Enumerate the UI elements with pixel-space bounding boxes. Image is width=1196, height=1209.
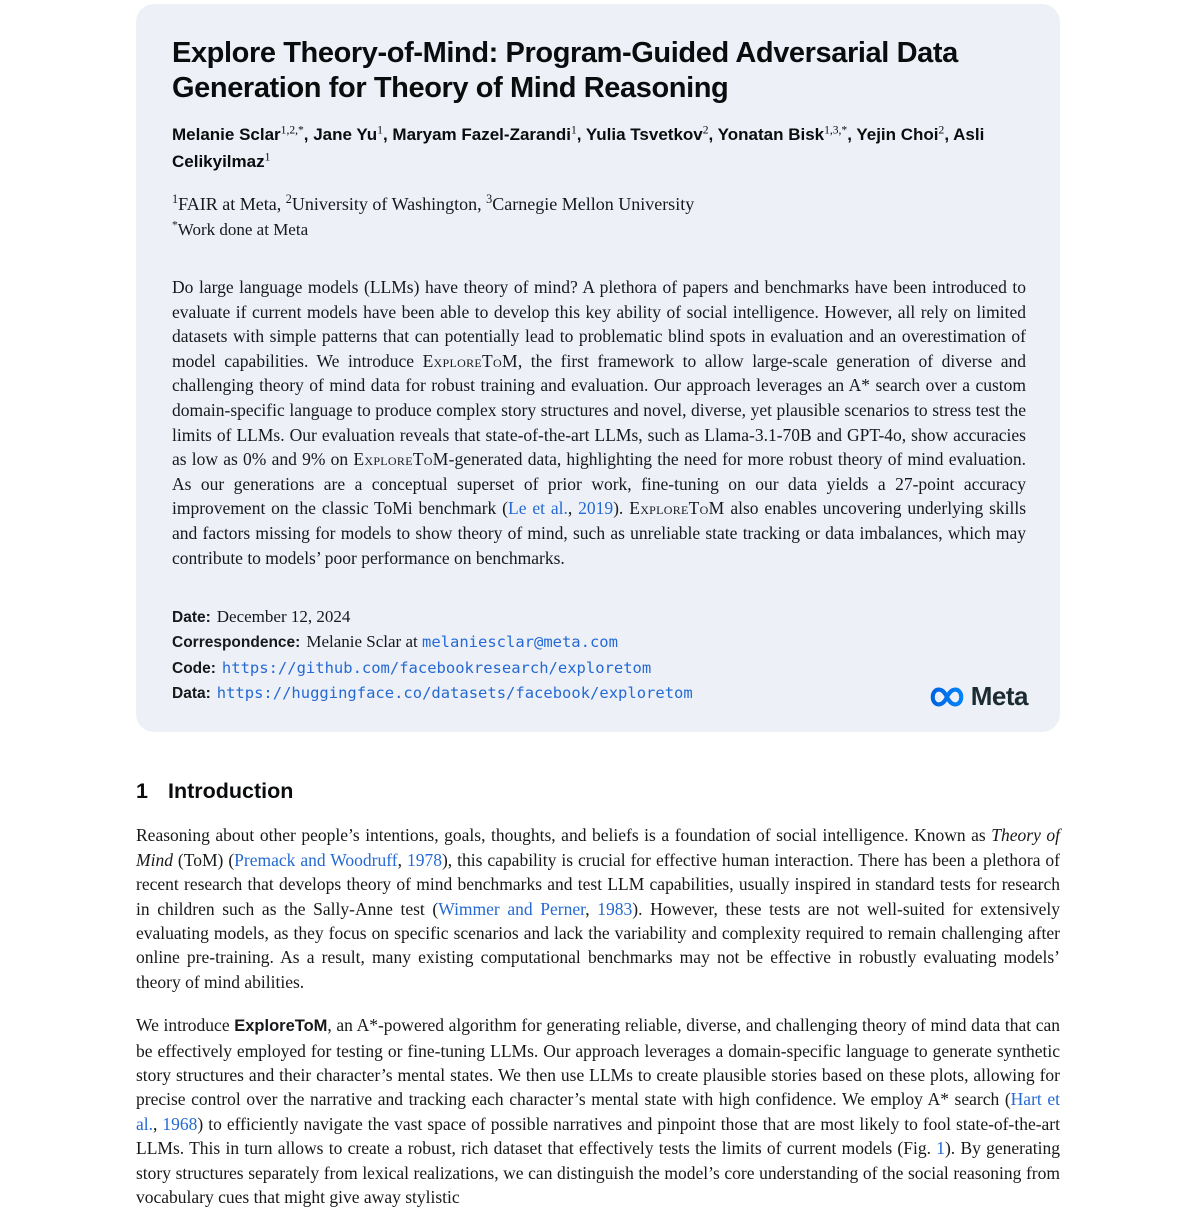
text-segment: University of Washington, [291, 194, 487, 214]
text-segment: , [382, 125, 393, 144]
meta-logo-wordmark: Meta [970, 681, 1028, 712]
citation-link[interactable]: 1983 [597, 898, 633, 919]
text-segment: ExploreToM [422, 350, 518, 371]
text-segment: 1 [377, 123, 383, 137]
section-number: 1 [136, 779, 148, 804]
paper-page [136, 4, 1060, 1209]
text-segment: ExploreToM [234, 1017, 328, 1036]
text-segment: , the first framework to allow large-scale generation of diverse and challenging theory of mind data for robust training and evaluation. Our approach leverages an A* search over a custom domain-specific language to produce complex story structures and novel, diverse, yet plausible scenarios to stress test the limits of LLMs. Our evaluation reveals that state-of-the-art LLMs, such as Llama-3.1-70B and GPT-4o, show accuracies as low as 0% and 9% on [172, 350, 1026, 470]
section-title: Introduction [167, 779, 294, 804]
text-segment: Melanie Sclar at [306, 632, 422, 652]
citation-link[interactable]: Premack and Woodruff [234, 849, 398, 870]
text-segment: Melanie Sclar [172, 125, 281, 144]
text-segment: Do large language models (LLMs) have theory of mind? A plethora of papers and benchmarks have been introduced to evaluate if current models have been able to develop this key ability of social intelligence. However, all rely on limited datasets with simple patterns that can potentially lead to problematic blind spots in evaluation and an overestimation of model capabilities. We introduce [172, 277, 1026, 371]
text-segment: , [567, 498, 579, 519]
text-segment: Theory of Mind [136, 825, 1060, 870]
meta-row [172, 656, 1026, 681]
text-segment: , [944, 125, 954, 144]
paper-header-card [136, 4, 1060, 732]
text-segment: , [847, 125, 857, 144]
text-segment: (ToM) ( [172, 849, 235, 870]
text-segment: Yulia Tsvetkov [585, 125, 703, 144]
text-segment: ExploreToM [353, 449, 449, 470]
text-segment: , [585, 898, 598, 919]
citation-link[interactable]: Hart et al. [136, 1089, 1060, 1134]
url-link[interactable]: melaniesclar@meta.com [422, 633, 618, 652]
meta-row-value [217, 683, 693, 702]
citation-link[interactable]: Wimmer and Perner [438, 898, 586, 919]
text-segment: December 12, 2024 [216, 607, 351, 627]
text-segment: Asli Celikyilmaz [172, 125, 985, 171]
meta-row-label: Correspondence: [172, 634, 301, 652]
meta-row-label: Date: [172, 609, 211, 627]
text-segment: Carnegie Mellon University [492, 194, 695, 214]
meta-row-value [306, 632, 618, 651]
text-segment: , [397, 849, 407, 870]
text-segment: ). However, these tests are not well-suited for extensively evaluating models, as they focus on specific scenarios and lack the variability and complexity required to remain challenging after online pre-training. As a result, many existing computational benchmarks may not be effective in robustly evaluating models’ theory of mind abilities. [136, 898, 1061, 992]
meta-row-label: Data: [172, 685, 211, 703]
citation-link[interactable]: 1978 [406, 849, 442, 870]
text-segment: 1 [264, 150, 271, 164]
text-segment: ExploreToM [629, 498, 725, 519]
meta-row [172, 630, 1026, 655]
text-segment: 2 [938, 123, 945, 137]
meta-infinity-icon [928, 684, 966, 710]
text-segment: 1 [570, 123, 577, 137]
text-segment: , [303, 125, 314, 144]
text-segment: Maryam Fazel-Zarandi [392, 125, 571, 144]
meta-row-value [217, 607, 351, 626]
affiliations-line [172, 192, 1026, 217]
work-done-note [172, 218, 1026, 242]
text-segment: also enables uncovering underlying skills and factors missing for models to show theory of mind, such as unreliable state tracking or data imbalances, which may contribute to models’ poor performance on benchmarks. [172, 498, 1027, 568]
text-segment: ) to efficiently navigate the vast space of possible narratives and pinpoint those that are most likely to fool state-of-the-art LLMs. This in turn allows to create a robust, rich dataset that effectively tests the limits of current models (Fig. [136, 1113, 1060, 1159]
text-segment: Yonatan Bisk [717, 125, 825, 144]
url-link[interactable]: https://huggingface.co/datasets/facebook/exploretom [216, 684, 693, 703]
citation-link[interactable]: 2019 [578, 498, 614, 519]
intro-paragraph-2 [136, 1013, 1060, 1209]
text-segment: 1,2,* [280, 123, 304, 137]
text-segment: ). [613, 498, 630, 519]
text-segment: Reasoning about other people’s intentions, goals, thoughts, and beliefs is a foundation of social intelligence. Known as [136, 825, 992, 846]
citation-link[interactable]: 1968 [162, 1113, 198, 1134]
text-segment: 1 [172, 192, 179, 206]
text-segment: , [708, 125, 718, 144]
meta-rows [172, 605, 1026, 706]
meta-row [172, 605, 1026, 630]
intro-paragraph-1 [136, 823, 1060, 994]
section-heading-introduction [136, 779, 1060, 804]
meta-row-value [222, 658, 651, 677]
text-segment: 1,3,* [824, 123, 848, 137]
text-segment: Work done at Meta [177, 220, 309, 239]
meta-row [172, 681, 1026, 706]
text-segment: ). By generating story structures separately from lexical realizations, we can distinguish the model’s core understanding of the social reasoning from vocabulary cues that might give away stylistic [136, 1138, 1061, 1207]
url-link[interactable]: https://github.com/facebookresearch/exploretom [221, 658, 652, 677]
citation-link[interactable]: Le et al. [508, 498, 568, 519]
citation-link[interactable]: 1 [936, 1138, 945, 1159]
text-segment: FAIR at Meta, [178, 194, 286, 214]
text-segment: We introduce [136, 1015, 235, 1036]
text-segment: * [172, 218, 178, 232]
text-segment: 3 [486, 192, 493, 206]
abstract-text [172, 275, 1026, 570]
text-segment: , [576, 125, 586, 144]
text-segment: 2 [285, 192, 292, 206]
text-segment: 2 [702, 123, 709, 137]
paper-title: Explore Theory-of-Mind: Program-Guided Adversarial Data Generation for Theory of Mind Reasoning [172, 37, 958, 104]
text-segment: , an A*-powered algorithm for generating reliable, diverse, and challenging theory of mind data that can be effectively employed for testing or fine-tuning LLMs. Our approach leverages a domain-specific language to generate synthetic story structures and their character’s mental states. We then use LLMs to create plausible stories based on these plots, allowing for precise control over the narrative and tracking each character’s mental state with high confidence. We employ A* search ( [136, 1015, 1060, 1110]
meta-row-label: Code: [172, 659, 216, 677]
meta-logo [928, 681, 1028, 712]
text-segment: Yejin Choi [856, 125, 939, 144]
text-segment: ), this capability is crucial for effective human interaction. There has been a plethora of recent research that develops theory of mind benchmarks and test LLM capabilities, usually inspired in standard tests for research in children such as the Sally-Anne test ( [136, 849, 1061, 919]
text-segment: , [153, 1113, 163, 1134]
authors-line [172, 121, 1026, 175]
text-segment: -generated data, highlighting the need for more robust theory of mind evaluation. As our generations are a conceptual superset of prior work, fine-tuning on our data yields a 27-point accuracy improvement on the classic ToMi benchmark ( [172, 449, 1027, 519]
text-segment: Jane Yu [313, 125, 378, 144]
